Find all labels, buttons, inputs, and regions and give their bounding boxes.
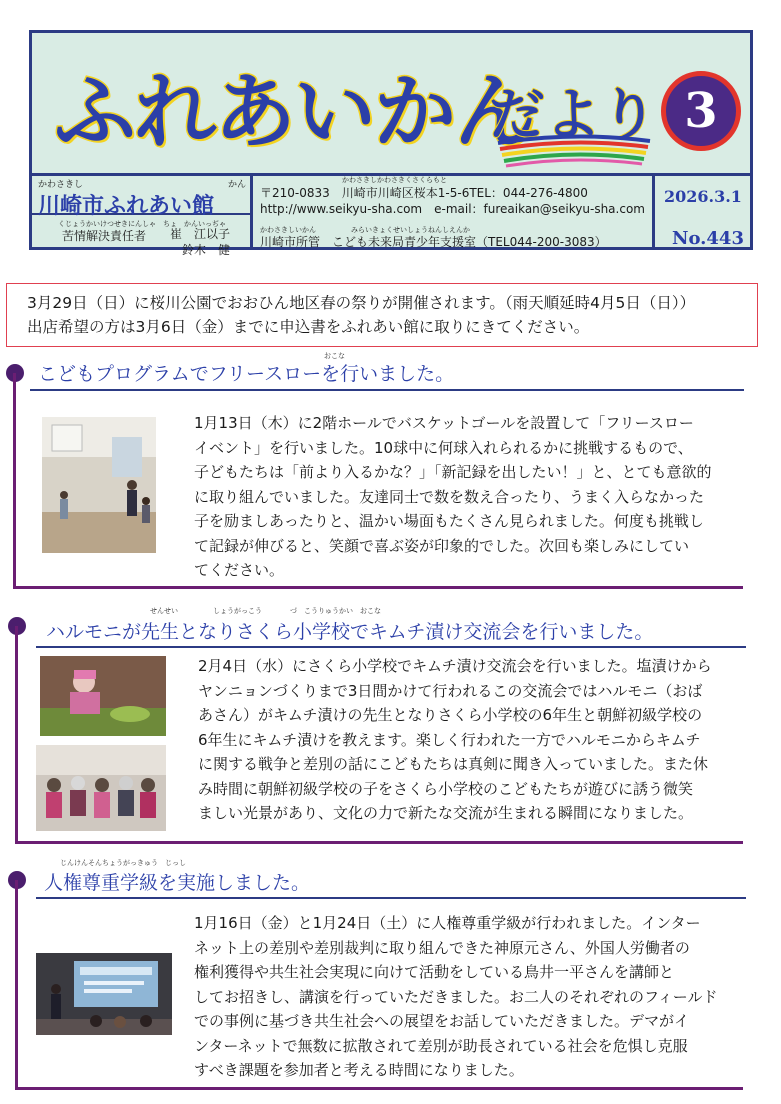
section-frame-line	[15, 1087, 743, 1090]
section-frame-line	[13, 586, 743, 589]
issue-date: 2026.3.1	[664, 187, 742, 206]
section-title: 人権尊重学級を実施しました。	[44, 872, 311, 894]
body-line: ましい光景があり、文化の力で新たな交流が生まれる瞬間になりました。	[198, 804, 694, 822]
notice-line: 3月29日（日）に桜川公園でおおひん地区春の祭りが開催されます。（雨天順延時4月5日（日））	[27, 294, 696, 312]
jurisdiction-ruby: かわさきしいかん みらいきょくせいしょうねんしえんか	[260, 226, 470, 234]
org-name-ruby-kan: かん	[228, 180, 247, 190]
jurisdiction-line: 川崎市所管 こども未来局青少年支援室（TEL044-200-3083）	[260, 235, 607, 249]
section-frame-line	[13, 373, 16, 589]
article-human-rights	[0, 859, 781, 1098]
body-line: 2月4日（水）にさくら小学校でキムチ漬け交流会を行いました。塩漬けから	[198, 657, 712, 675]
responsible-ruby: くじょうかいけつせきにんしゃ ちょ かんいっぢゃ	[58, 220, 226, 228]
event-notice	[6, 283, 758, 347]
section-title: こどもプログラムでフリースローを行いました。	[38, 363, 455, 385]
org-name-ruby: かわさきし	[38, 180, 84, 190]
body-line: 子どもたちは「前より入るかな？」「新記録を出したい！」と、とても意欲的	[194, 463, 712, 481]
section-title-underline	[36, 646, 746, 648]
body-line: 1月13日（木）に2階ホールでバスケットゴールを設置して「フリースロー	[194, 414, 694, 432]
contact-line: http://www.seikyu-sha.com e-mail：fureaikan@seikyu-sha.com	[260, 202, 645, 216]
body-line: イベント」を行いました。10球中に何球入れられるかに挑戦するもので、	[194, 438, 693, 457]
section-title-ruby: おこな	[324, 352, 345, 360]
body-line: てください。	[194, 561, 285, 579]
info-row	[32, 173, 750, 257]
body-line: て記録が伸びると、笑顔で喜ぶ姿が印象的でした。次回も楽しみにしてい	[194, 536, 690, 555]
section-title: ハルモニが先生となりさくら小学校でキムチ漬け交流会を行いました。	[46, 621, 654, 643]
body-line: 権利獲得や共生社会実現に向けて活動をしている鳥井一平さんを講師と	[194, 963, 675, 981]
body-line: ネット上の差別や差別裁判に取り組んできた神原元さん、外国人労働者の	[194, 938, 690, 957]
article-body	[198, 654, 712, 826]
newsletter-header	[29, 30, 753, 257]
section-frame-line	[15, 880, 18, 1090]
article-kimchi	[0, 607, 781, 851]
section-frame-line	[15, 841, 743, 844]
article-freethrow	[0, 352, 781, 595]
responsible-name-1: 崔 江以子	[170, 227, 231, 241]
kimchi-photo-2	[36, 745, 166, 831]
divider	[250, 173, 253, 247]
body-line: 6年生にキムチ漬けを教えます。楽しく行われた一方でハルモニからキムチ	[198, 730, 701, 749]
address-line: 〒210-0833 川崎市川崎区桜本1-5-6TEL：044-276-4800	[260, 186, 588, 200]
kimchi-photo-1	[40, 656, 166, 736]
title-band	[32, 33, 750, 176]
body-line: あさん）がキムチ漬けの先生となりさくら小学校の6年生と朝鮮初級学校の	[198, 706, 703, 724]
notice-line: 出店希望の方は3月6日（金）までに申込書をふれあい館に取りにきてください。	[27, 318, 590, 336]
newsletter-title: ふれあいかん	[54, 65, 535, 160]
rainbow-swoosh-decoration	[494, 133, 654, 169]
body-line: してお招きし、講演を行っていただきました。お二人のそれぞれのフィールド	[194, 987, 718, 1006]
responsible-name-2: 鈴木 健	[182, 243, 231, 257]
body-line: での事例に基づき共生社会への展望をお話していただきました。デマがイ	[194, 1012, 690, 1030]
responsible-label: 苦情解決責任者	[62, 229, 147, 243]
body-line: に関する戦争と差別の話にこどもたちは真剣に聞き入っていました。また休	[198, 755, 709, 773]
body-line: ヤンニョンづくりまで3日間かけて行われるこの交流会ではハルモニ（おば	[198, 681, 703, 700]
article-body	[194, 411, 712, 583]
section-title-underline	[36, 897, 746, 899]
section-title-underline	[30, 389, 744, 391]
body-line: に取り組んでいました。友達同士で数を数え合ったり、うまく入らなかった	[194, 487, 705, 506]
divider	[652, 173, 655, 247]
freethrow-photo	[42, 417, 156, 553]
article-body	[194, 911, 718, 1083]
issue-number: No.443	[672, 228, 744, 249]
newsletter-title-suffix: だより	[489, 83, 657, 148]
org-name: 川崎市ふれあい館	[38, 194, 215, 219]
body-line: 1月16日（金）と1月24日（土）に人権尊重学級が行われました。インター	[194, 914, 701, 932]
address-ruby: かわさきしかわさきくさくらもと	[342, 176, 447, 184]
body-line: すべき課題を参加者と考える時間になりました。	[194, 1061, 524, 1079]
body-line: ンターネットで無数に拡散されて差別が助長されている社会を危惧し克服	[194, 1036, 688, 1055]
issue-number-badge: 3	[661, 71, 741, 151]
section-title-ruby: じんけんそんちょうがっきゅう じっし	[60, 859, 186, 867]
body-line: 子を励ましあったりと、温かい場面もたくさん見られました。何度も挑戦し	[194, 512, 704, 530]
section-title-ruby: せんせい しょうがっこう づ こうりゅうかい おこな	[150, 607, 381, 615]
section-frame-line	[15, 626, 18, 844]
body-line: み時間に朝鮮初級学校の子をさくら小学校のこどもたちが遊びに誘う微笑	[198, 779, 694, 798]
lecture-photo	[36, 953, 172, 1035]
